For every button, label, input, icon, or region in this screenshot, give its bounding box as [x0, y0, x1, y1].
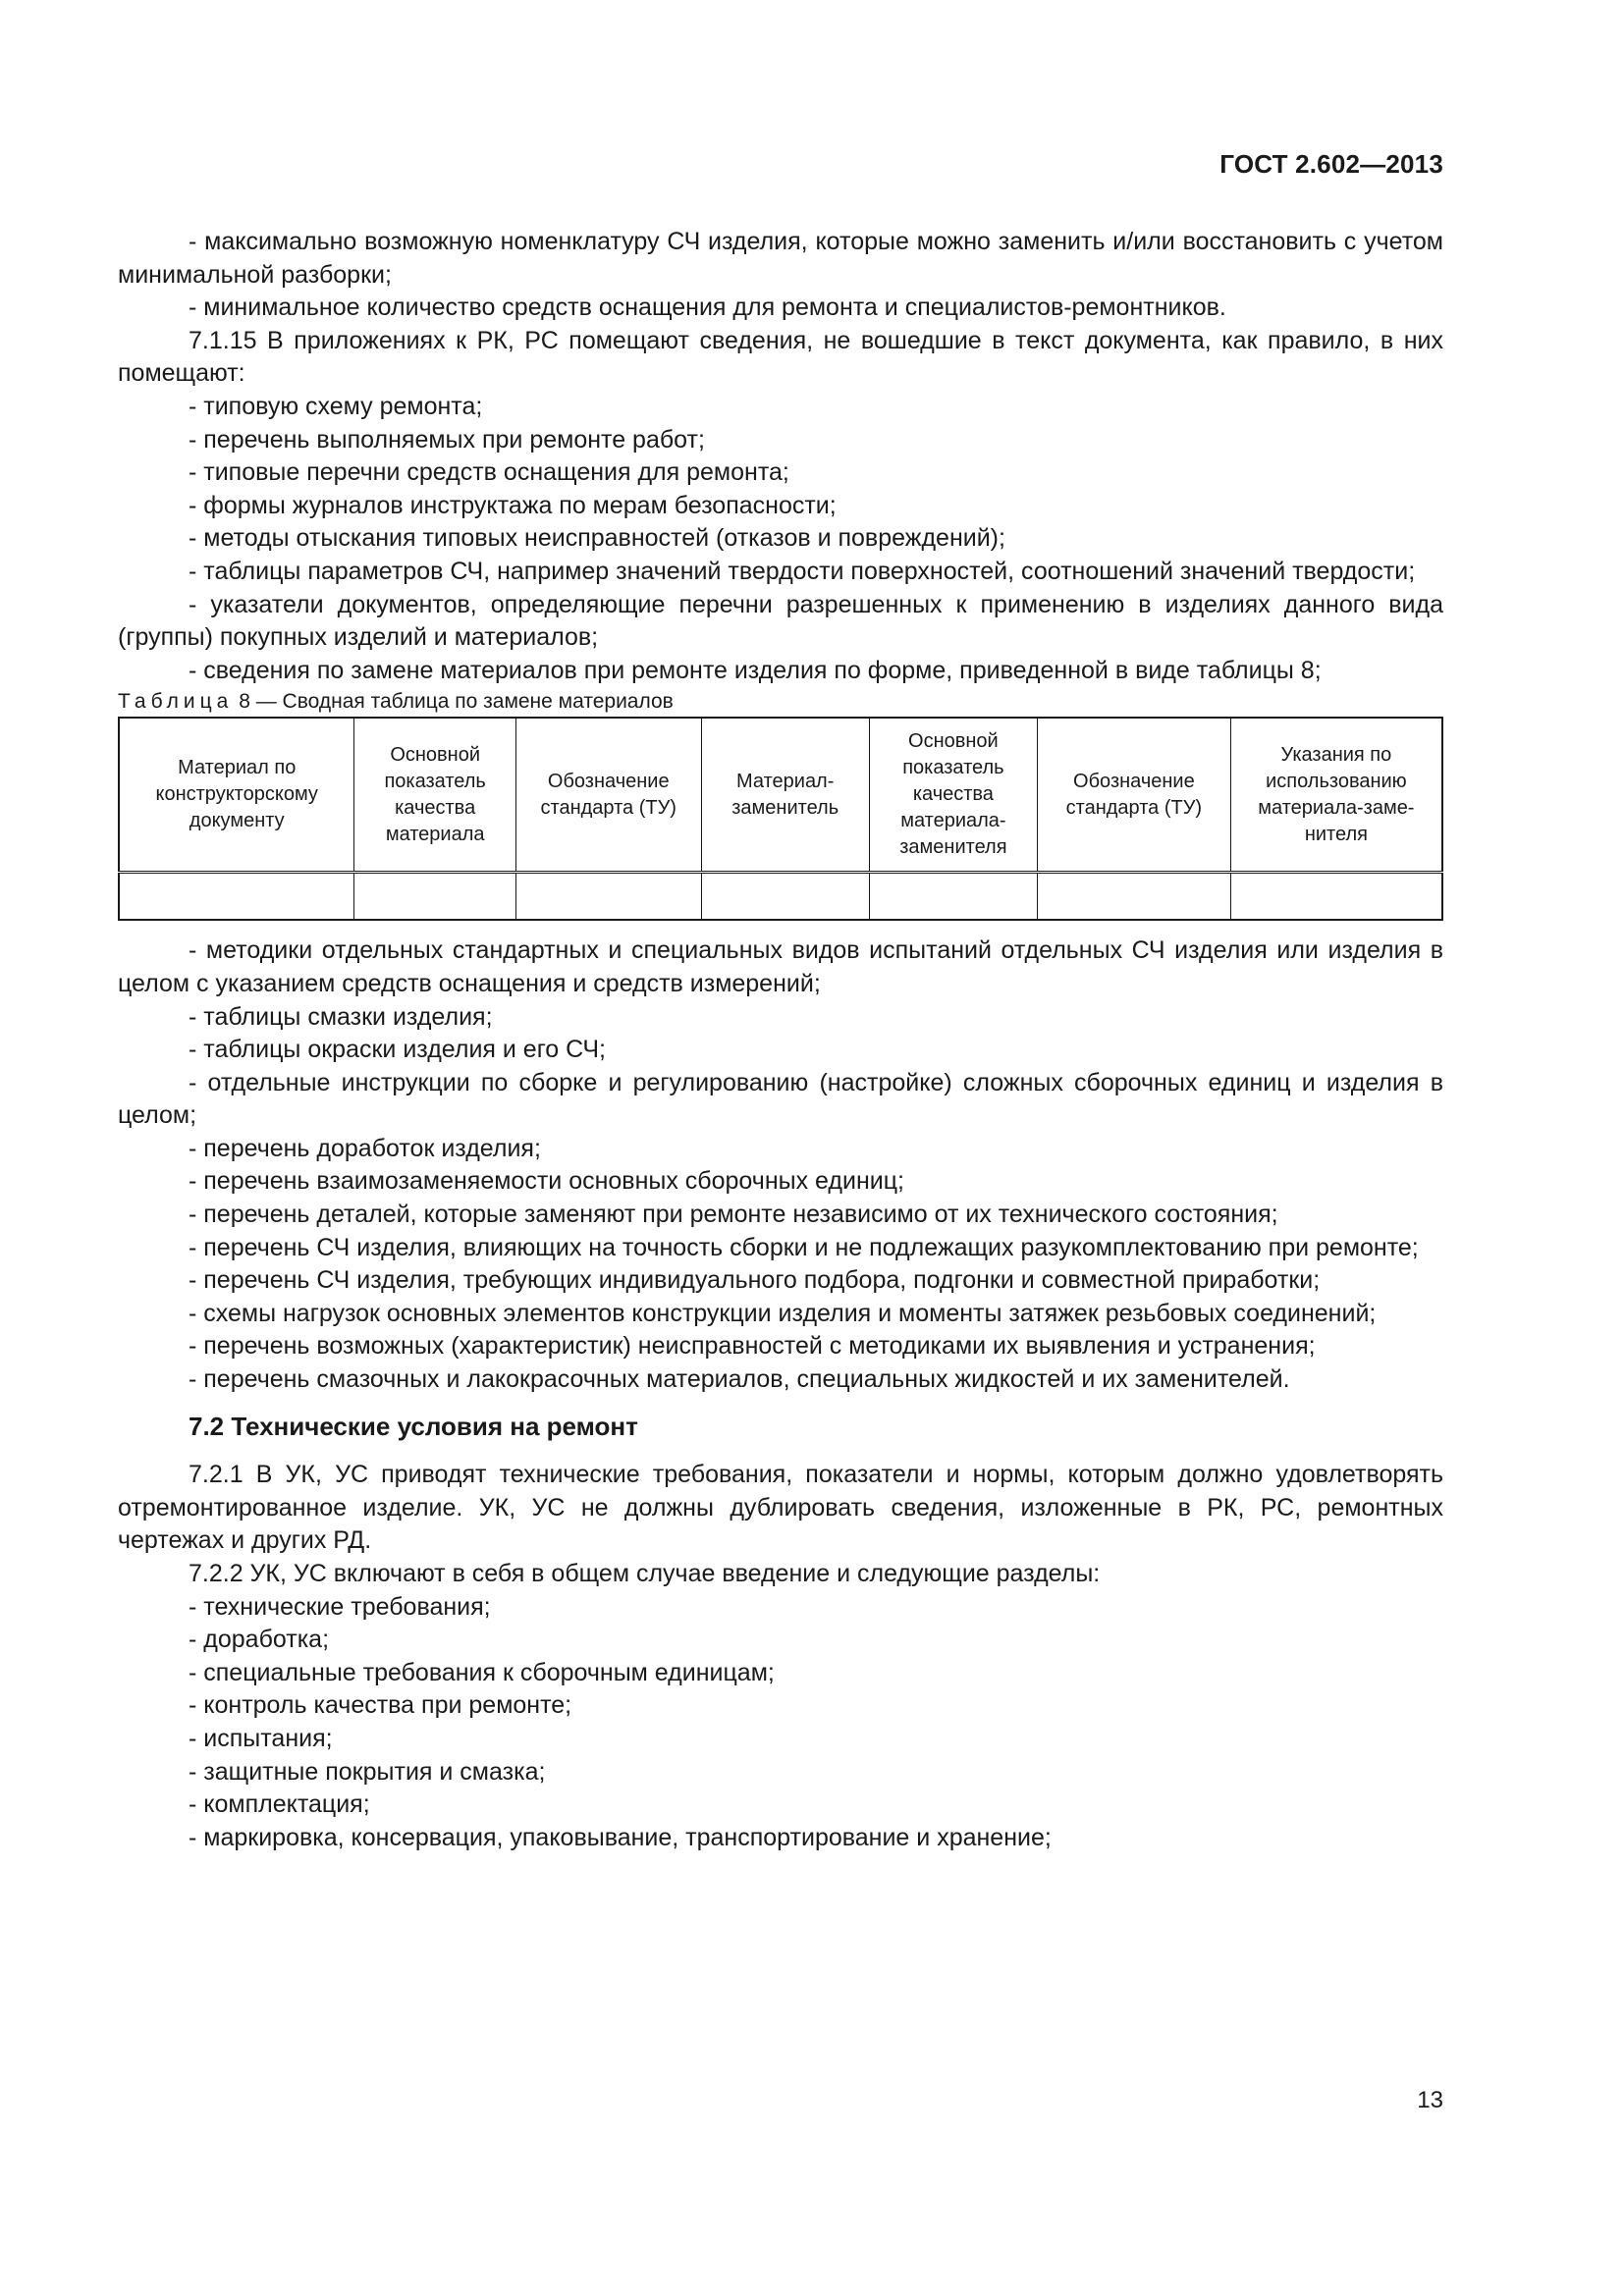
paragraph: - минимальное количество средств оснащения для ремонта и специалистов-ремонтников. [189, 294, 1226, 322]
document-code-header: ГОСТ 2.602—2013 [1219, 149, 1443, 179]
table-header-cell: Материал по конструкторскому документу [119, 718, 354, 873]
list-item: - типовые перечни средств оснащения для ремонта; [189, 458, 789, 487]
list-item: - перечень смазочных и лакокрасочных материалов, специальных жидкостей и их заменителей. [189, 1365, 1290, 1394]
paragraph: - максимально возможную номенклатуру СЧ изделия, которые можно заменить и/или восстановить с учетом минимальной разборки; [118, 228, 1443, 289]
table-cell [119, 873, 354, 921]
table-row [119, 873, 1442, 921]
list-item: - таблицы параметров СЧ, например значений твердости поверхностей, соотношений значений твердости; [189, 557, 1416, 585]
table-header-cell: Обозначение стандарта (ТУ) [515, 718, 701, 873]
list-item: - перечень СЧ изделия, требующих индивидуального подбора, подгонки и совместной приработки; [189, 1266, 1321, 1295]
materials-replacement-table [118, 717, 1443, 921]
list-item: - технические требования; [189, 1592, 491, 1621]
table-header-cell: Обозначение стандарта (ТУ) [1037, 718, 1230, 873]
list-item: - типовую схему ремонта; [189, 392, 483, 420]
table-header-cell: Основной показатель качества материала [354, 718, 515, 873]
list-item: - перечень выполняемых при ремонте работ; [189, 425, 705, 454]
document-body [118, 226, 1443, 1854]
list-item: - перечень доработок изделия; [189, 1134, 541, 1162]
list-item: - сведения по замене материалов при ремонте изделия по форме, приведенной в виде таблицы 8; [189, 656, 1322, 684]
list-item: - специальные требования к сборочным единицам; [189, 1658, 775, 1686]
table-header-row [119, 718, 1442, 873]
table-cell [869, 873, 1037, 921]
list-item: - испытания; [189, 1724, 333, 1752]
table-caption-text: 8 — Сводная таблица по замене материалов [239, 690, 674, 714]
list-item: - защитные покрытия и смазка; [189, 1757, 546, 1786]
list-item: - комплектация; [189, 1790, 370, 1819]
list-item: - методики отдельных стандартных и специальных видов испытаний отдельных СЧ изделия или изделия в целом с указанием средств оснащения и средств измерений; [118, 936, 1443, 997]
list-item: - перечень деталей, которые заменяют при ремонте независимо от их технического состояния; [189, 1201, 1278, 1229]
list-item: - маркировка, консервация, упаковывание, транспортирование и хранение; [189, 1823, 1052, 1851]
table-caption-word: Таблица [118, 690, 234, 714]
paragraph: 7.2.1 В УК, УС приводят технические требования, показатели и нормы, которым должно удовлетворять отремонтированное изделие. УК, УС не должны дублировать сведения, изложенные в РК, РС, ремонтных чертежах и других РД. [118, 1461, 1443, 1555]
table-header-cell: Материал- заменитель [701, 718, 869, 873]
list-item: - таблицы смазки изделия; [189, 1002, 493, 1031]
table-header-cell: Основной показатель качества материала- заменителя [869, 718, 1037, 873]
table-cell [701, 873, 869, 921]
list-item: - доработка; [189, 1626, 330, 1654]
list-item: - схемы нагрузок основных элементов конструкции изделия и моменты затяжек резьбовых соединений; [189, 1299, 1377, 1327]
list-item: - контроль качества при ремонте; [189, 1691, 572, 1720]
list-item: - отдельные инструкции по сборке и регулированию (настройке) сложных сборочных единиц и изделия в целом; [118, 1068, 1443, 1130]
table-cell [515, 873, 701, 921]
list-item: - таблицы окраски изделия и его СЧ; [189, 1036, 606, 1064]
table-caption [118, 687, 1443, 717]
list-item: - формы журналов инструктажа по мерам безопасности; [189, 491, 837, 519]
paragraph: 7.2.2 УК, УС включают в себя в общем случае введение и следующие разделы: [189, 1560, 1101, 1587]
list-item: - перечень СЧ изделия, влияющих на точность сборки и не подлежащих разукомплектованию при ремонте; [189, 1233, 1419, 1261]
list-item: - методы отыскания типовых неисправностей (отказов и повреждений); [189, 524, 1005, 553]
list-item: - перечень взаимозаменяемости основных сборочных единиц; [189, 1167, 904, 1196]
section-heading: 7.2 Технические условия на ремонт [189, 1411, 638, 1441]
table-cell [1230, 873, 1442, 921]
table-cell [1037, 873, 1230, 921]
paragraph: 7.1.15 В приложениях к РК, РС помещают сведения, не вошедшие в текст документа, как правило, в них помещают: [118, 326, 1443, 388]
table-cell [354, 873, 515, 921]
list-item: - указатели документов, определяющие перечни разрешенных к применению в изделиях данного вида (группы) покупных изделий и материалов; [118, 590, 1443, 652]
list-item: - перечень возможных (характеристик) неисправностей с методиками их выявления и устранения; [189, 1332, 1316, 1361]
page-number: 13 [1417, 2087, 1443, 2113]
table-header-cell: Указания по использованию материала-заме- нителя [1230, 718, 1442, 873]
